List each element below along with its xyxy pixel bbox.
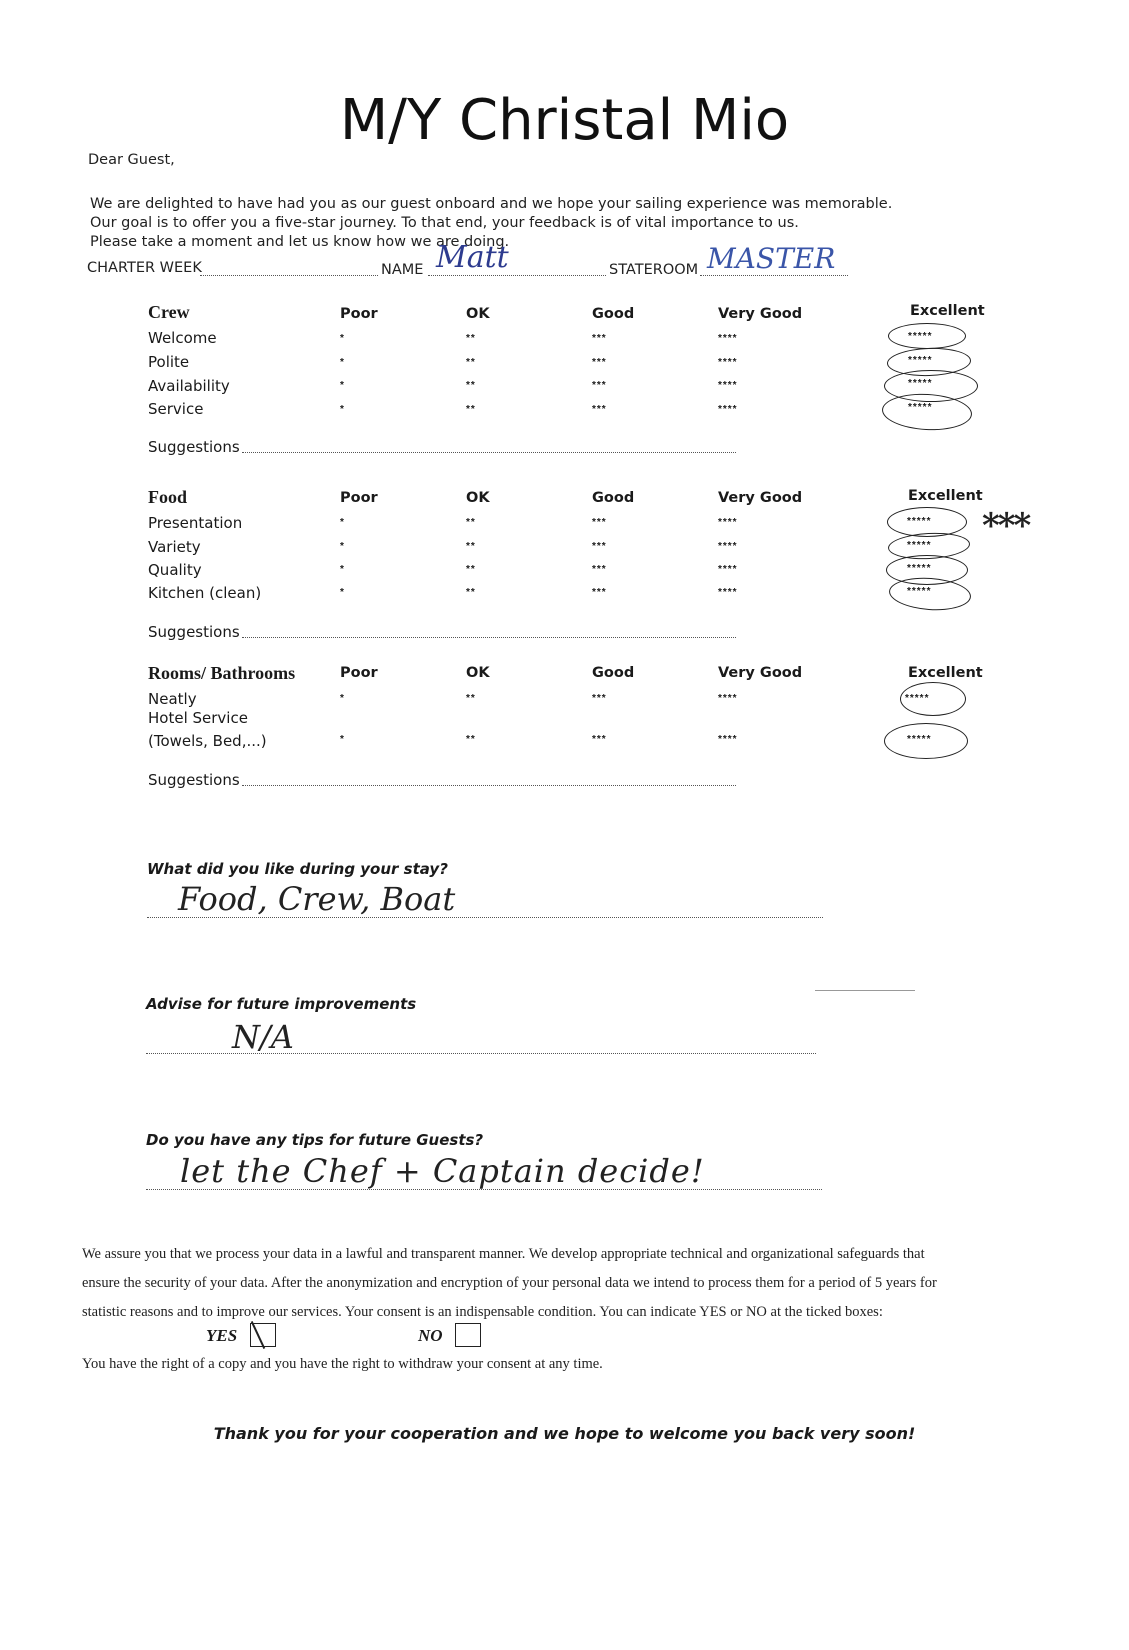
col-good: Good <box>592 490 635 506</box>
rating-good[interactable]: *** <box>592 357 607 368</box>
rating-poor[interactable]: * <box>340 333 345 344</box>
tips-question: Do you have any tips for future Guests? <box>146 1131 484 1149</box>
rating-excellent[interactable]: ***** <box>905 693 930 704</box>
rating-poor[interactable]: * <box>340 517 345 528</box>
liked-question: What did you like during your stay? <box>147 860 448 878</box>
charter-week-field[interactable] <box>200 275 378 276</box>
food-suggestions-field[interactable] <box>242 637 736 638</box>
rating-poor[interactable]: * <box>340 380 345 391</box>
rating-ok[interactable]: ** <box>466 734 476 745</box>
col-good: Good <box>592 665 635 681</box>
crew-suggestions-label: Suggestions <box>148 438 240 456</box>
yes-checkbox[interactable] <box>250 1323 276 1347</box>
rating-poor[interactable]: * <box>340 404 345 415</box>
name-label: NAME <box>381 262 424 278</box>
legal-line: statistic reasons and to improve our services. Your consent is an indispensable condition. You can indicate YES or NO at the ticked boxes: <box>82 1304 883 1320</box>
rights-text: You have the right of a copy and you have the right to withdraw your consent at any time. <box>82 1356 603 1372</box>
stateroom-field[interactable] <box>700 275 848 276</box>
rating-good[interactable]: *** <box>592 333 607 344</box>
rooms-suggestions-field[interactable] <box>242 785 736 786</box>
rating-poor[interactable]: * <box>340 541 345 552</box>
crew-row-label: Availability <box>148 377 230 395</box>
greeting: Dear Guest, <box>88 152 175 168</box>
col-excellent: Excellent <box>908 665 983 681</box>
crew-section-title: Crew <box>148 302 190 322</box>
food-section-title: Food <box>148 487 188 507</box>
rating-very-good[interactable]: **** <box>718 333 738 344</box>
selection-circle <box>888 323 966 349</box>
rating-very-good[interactable]: **** <box>718 587 738 598</box>
no-label: NO <box>418 1326 443 1345</box>
closing-text: Thank you for your cooperation and we hope to welcome you back very soon! <box>213 1424 916 1443</box>
rating-very-good[interactable]: **** <box>718 380 738 391</box>
col-very-good: Very Good <box>718 490 803 506</box>
form-title: M/Y Christal Mio <box>339 88 790 153</box>
rating-very-good[interactable]: **** <box>718 404 738 415</box>
improve-question: Advise for future improvements <box>146 995 417 1013</box>
col-excellent: Excellent <box>908 488 983 504</box>
col-ok: OK <box>466 665 490 681</box>
rating-excellent[interactable]: ***** <box>908 402 933 413</box>
crew-row-label: Welcome <box>148 329 217 347</box>
rating-good[interactable]: *** <box>592 517 607 528</box>
legal-line: ensure the security of your data. After the anonymization and encryption of your personal data we intend to process them for a period of 5 years for <box>82 1275 937 1291</box>
rating-very-good[interactable]: **** <box>718 357 738 368</box>
stateroom-label: STATEROOM <box>609 262 699 278</box>
rating-good[interactable]: *** <box>592 564 607 575</box>
check-mark-icon <box>251 1321 265 1349</box>
improve-answer: N/A <box>232 1018 294 1056</box>
no-checkbox[interactable] <box>455 1323 481 1347</box>
food-row-label: Quality <box>148 561 202 579</box>
rating-ok[interactable]: ** <box>466 517 476 528</box>
rating-good[interactable]: *** <box>592 380 607 391</box>
rating-excellent[interactable]: ***** <box>907 516 932 527</box>
rating-good[interactable]: *** <box>592 734 607 745</box>
col-poor: Poor <box>340 306 378 322</box>
rating-excellent[interactable]: ***** <box>908 378 933 389</box>
yes-label: YES <box>206 1326 238 1345</box>
intro-line: We are delighted to have had you as our guest onboard and we hope your sailing experience was memorable. <box>90 196 893 212</box>
rating-ok[interactable]: ** <box>466 380 476 391</box>
rating-good[interactable]: *** <box>592 541 607 552</box>
rating-excellent[interactable]: ***** <box>908 331 933 342</box>
rating-poor[interactable]: * <box>340 693 345 704</box>
stateroom-value: MASTER <box>707 242 836 275</box>
crew-row-label: Polite <box>148 353 190 371</box>
rating-excellent[interactable]: ***** <box>907 734 932 745</box>
intro-line: Our goal is to offer you a five-star journey. To that end, your feedback is of vital importance to us. <box>90 215 799 231</box>
food-row-label: Presentation <box>148 514 243 532</box>
intro-line: Please take a moment and let us know how we are doing. <box>90 234 510 250</box>
legal-text <box>82 1240 1042 1327</box>
rating-poor[interactable]: * <box>340 357 345 368</box>
name-value: Matt <box>436 240 509 275</box>
rooms-row-label: Hotel Service <box>148 709 248 727</box>
rating-poor[interactable]: * <box>340 587 345 598</box>
rating-excellent[interactable]: ***** <box>907 586 932 597</box>
food-row-label: Variety <box>148 538 201 556</box>
rooms-section-title: Rooms/ Bathrooms <box>148 663 296 683</box>
food-row-label: Kitchen (clean) <box>148 584 262 602</box>
rating-very-good[interactable]: **** <box>718 564 738 575</box>
col-good: Good <box>592 306 635 322</box>
rating-ok[interactable]: ** <box>466 541 476 552</box>
rating-very-good[interactable]: **** <box>718 734 738 745</box>
col-excellent: Excellent <box>910 303 985 319</box>
rooms-suggestions-label: Suggestions <box>148 771 240 789</box>
rating-very-good[interactable]: **** <box>718 517 738 528</box>
stray-mark <box>815 990 915 991</box>
rating-very-good[interactable]: **** <box>718 541 738 552</box>
rating-poor[interactable]: * <box>340 734 345 745</box>
rating-ok[interactable]: ** <box>466 357 476 368</box>
rating-ok[interactable]: ** <box>466 404 476 415</box>
rating-good[interactable]: *** <box>592 693 607 704</box>
selection-circle <box>900 682 966 716</box>
rooms-row-label: (Towels, Bed,...) <box>148 732 267 750</box>
rating-poor[interactable]: * <box>340 564 345 575</box>
rating-ok[interactable]: ** <box>466 333 476 344</box>
legal-line: We assure you that we process your data in a lawful and transparent manner. We develop appropriate technical and organizational safeguards that <box>82 1246 925 1262</box>
rooms-row-label: Neatly <box>148 690 197 708</box>
col-ok: OK <box>466 306 490 322</box>
rating-ok[interactable]: ** <box>466 587 476 598</box>
crew-row-label: Service <box>148 400 204 418</box>
rating-excellent[interactable]: ***** <box>907 563 932 574</box>
col-ok: OK <box>466 490 490 506</box>
rating-good[interactable]: *** <box>592 587 607 598</box>
rating-excellent[interactable]: ***** <box>907 540 932 551</box>
extra-stars-mark: *** <box>982 506 1030 546</box>
name-field[interactable] <box>428 275 606 276</box>
rating-good[interactable]: *** <box>592 404 607 415</box>
crew-suggestions-field[interactable] <box>242 452 736 453</box>
rating-ok[interactable]: ** <box>466 693 476 704</box>
food-suggestions-label: Suggestions <box>148 623 240 641</box>
tips-answer: let the Chef + Captain decide! <box>180 1152 705 1190</box>
charter-week-label: CHARTER WEEK <box>87 260 202 276</box>
rating-very-good[interactable]: **** <box>718 693 738 704</box>
selection-circle <box>888 575 972 613</box>
col-poor: Poor <box>340 490 378 506</box>
col-poor: Poor <box>340 665 378 681</box>
liked-answer: Food, Crew, Boat <box>178 880 456 918</box>
col-very-good: Very Good <box>718 665 803 681</box>
col-very-good: Very Good <box>718 306 803 322</box>
rating-excellent[interactable]: ***** <box>908 355 933 366</box>
rating-ok[interactable]: ** <box>466 564 476 575</box>
selection-circle <box>884 723 968 759</box>
